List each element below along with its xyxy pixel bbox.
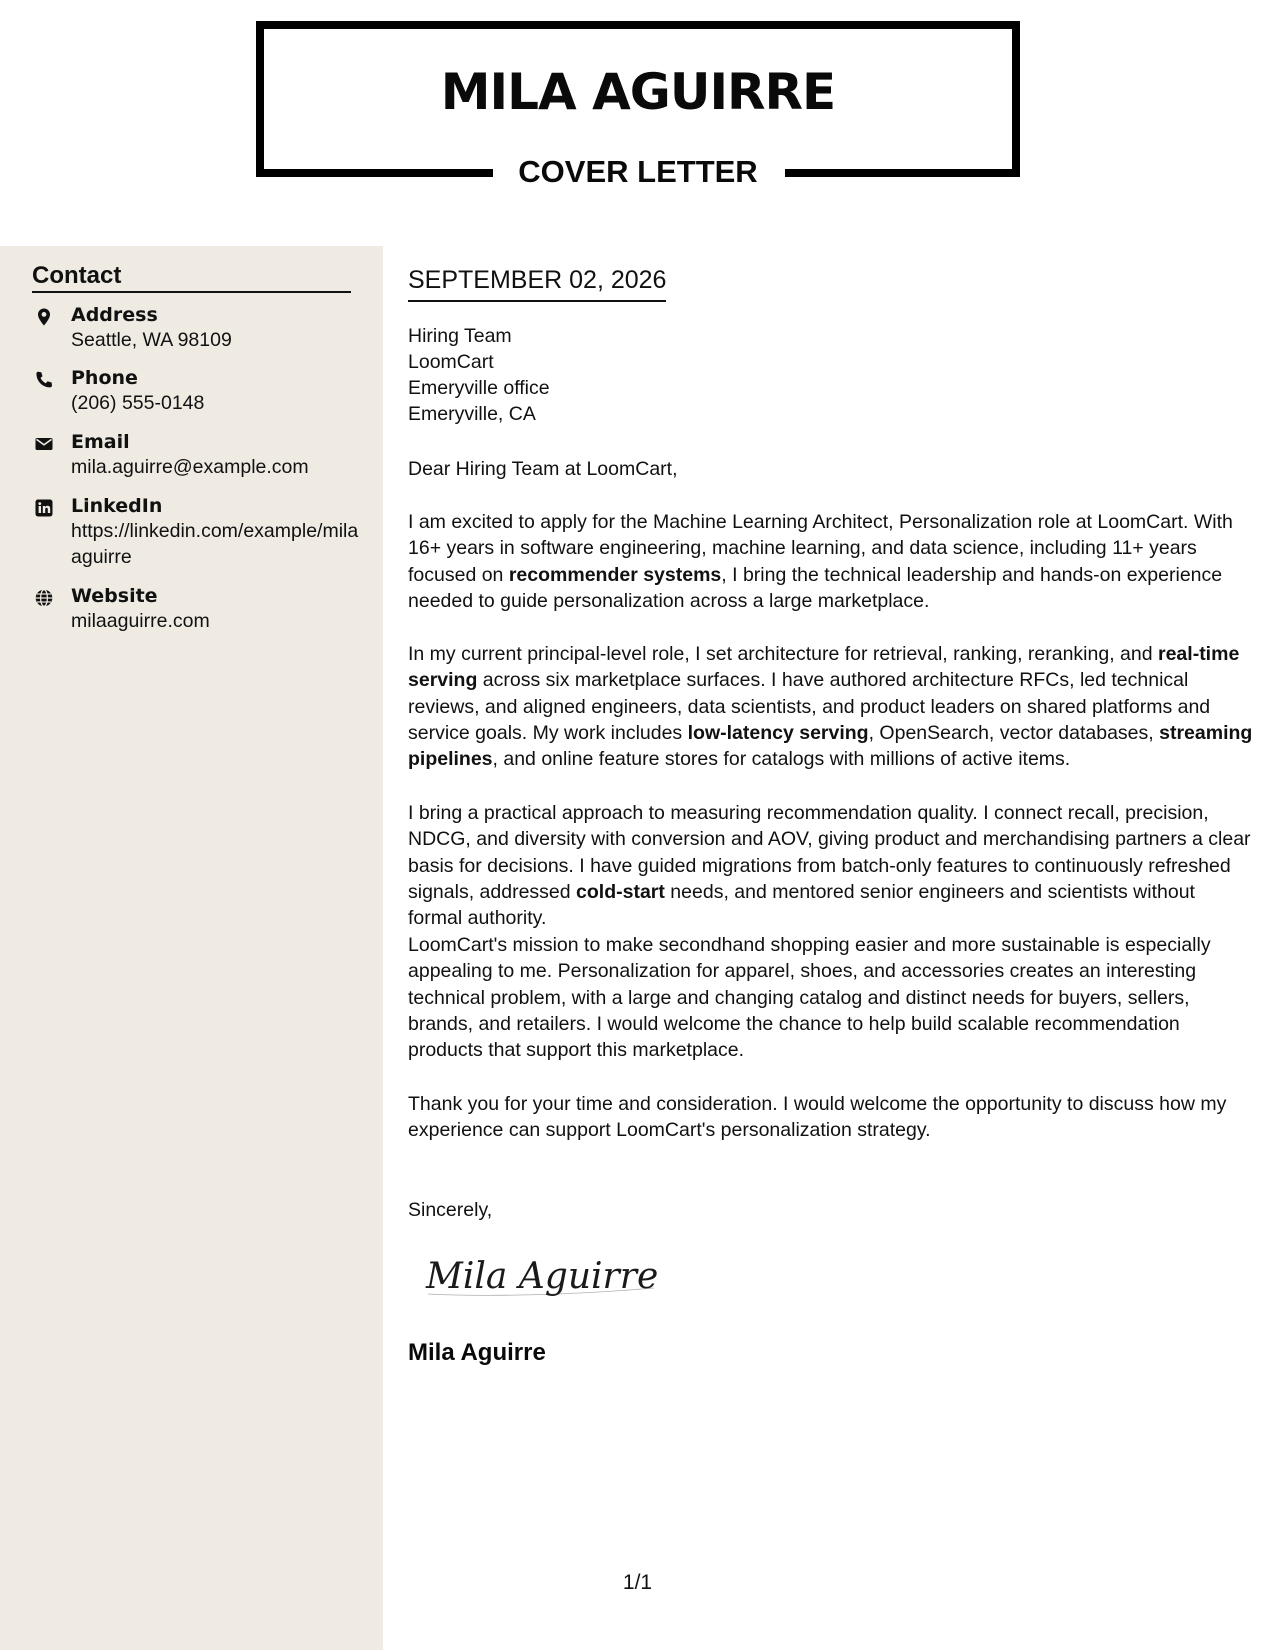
address-label: Address (71, 304, 158, 326)
phone-icon (34, 370, 54, 390)
paragraph-text: I bring a practical approach to measuring recommendation quality. I connect recall, precision, NDCG, and diversity with conversion and AOV, giving product and merchandising partners a clear basis for decisions. I have guided migrations from batch-only features to continuously refreshed signals, addressed (408, 802, 1251, 903)
paragraph-text: needs, and mentored senior engineers and scientists without formal authority. (408, 880, 1195, 930)
emphasis-text: low-latency serving (687, 721, 869, 744)
website-label: Website (71, 585, 158, 607)
emphasis-text: recommender systems (508, 563, 722, 586)
website-value[interactable]: milaaguirre.com (71, 610, 210, 632)
globe-icon (34, 588, 54, 608)
letter-date: SEPTEMBER 02, 2026 (408, 265, 666, 302)
body-paragraph (408, 1091, 1253, 1144)
contact-divider (32, 291, 351, 293)
linkedin-label: LinkedIn (71, 495, 163, 517)
email-value[interactable]: mila.aguirre@example.com (71, 456, 309, 478)
signer-name: Mila Aguirre (408, 1339, 546, 1366)
emphasis-text: real-time serving (408, 643, 1240, 692)
phone-label: Phone (71, 367, 138, 389)
paragraph-text: Thank you for your time and consideration. I would welcome the opportunity to discuss how my experience can support LoomCart's personalization strategy. (408, 1093, 1227, 1142)
paragraph-text: , and online feature stores for catalogs with millions of active items. (492, 748, 1071, 771)
recipient-block (408, 323, 550, 427)
recipient-line: Emeryville office (408, 377, 550, 399)
email-label: Email (71, 431, 130, 453)
recipient-line: LoomCart (408, 351, 494, 373)
body-paragraph (408, 641, 1253, 772)
paragraph-text: , OpenSearch, vector databases, (868, 721, 1160, 744)
recipient-line: Emeryville, CA (408, 403, 536, 425)
paragraph-text: In my current principal-level role, I set architecture for retrieval, ranking, reranking, and (408, 643, 1158, 665)
linkedin-value[interactable]: https://linkedin.com/example/milaaguirre (71, 520, 359, 568)
paragraph-text: LoomCart's mission to make secondhand shopping easier and more sustainable is especially appealing to me. Personalization for apparel, shoes, and accessories creates an interesting technical problem, with a large and changing catalog and distinct needs for buyers, sellers, brands, and retailers. I would welcome the chance to help build scalable recommendation products that support this marketplace. (408, 934, 1211, 1062)
phone-value[interactable]: (206) 555-0148 (71, 392, 205, 414)
closing: Sincerely, (408, 1199, 493, 1221)
location-pin-icon (34, 307, 54, 327)
address-value: Seattle, WA 98109 (71, 329, 232, 351)
emphasis-text: streaming pipelines (408, 721, 1253, 771)
recipient-line: Hiring Team (408, 325, 512, 347)
emphasis-text: cold-start (576, 880, 665, 903)
signature-text: Mila Aguirre (426, 1256, 659, 1297)
handwritten-signature (424, 1248, 684, 1312)
body-paragraph (408, 509, 1253, 614)
body-paragraph (408, 932, 1253, 1063)
applicant-name: MILA AGUIRRE (440, 63, 836, 121)
paragraph-text: across six marketplace surfaces. I have authored architecture RFCs, led technical reviews, and aligned engineers, data scientists, and product leaders on shared platforms and service goals. My work includes (408, 669, 1211, 744)
body-paragraph (408, 800, 1253, 931)
envelope-icon (34, 434, 54, 454)
paragraph-text: , I bring the technical leadership and hands-on experience needed to guide personalization across a large marketplace. (408, 563, 1223, 612)
contact-heading: Contact (32, 262, 122, 289)
salutation: Dear Hiring Team at LoomCart, (408, 458, 678, 480)
document-type: COVER LETTER (518, 154, 758, 189)
page-number: 1/1 (622, 1571, 653, 1594)
paragraph-text: I am excited to apply for the Machine Learning Architect, Personalization role at LoomCart. With 16+ years in software engineering, machine learning, and data science, including 11+ years focused on (408, 511, 1233, 586)
linkedin-icon (34, 498, 54, 518)
